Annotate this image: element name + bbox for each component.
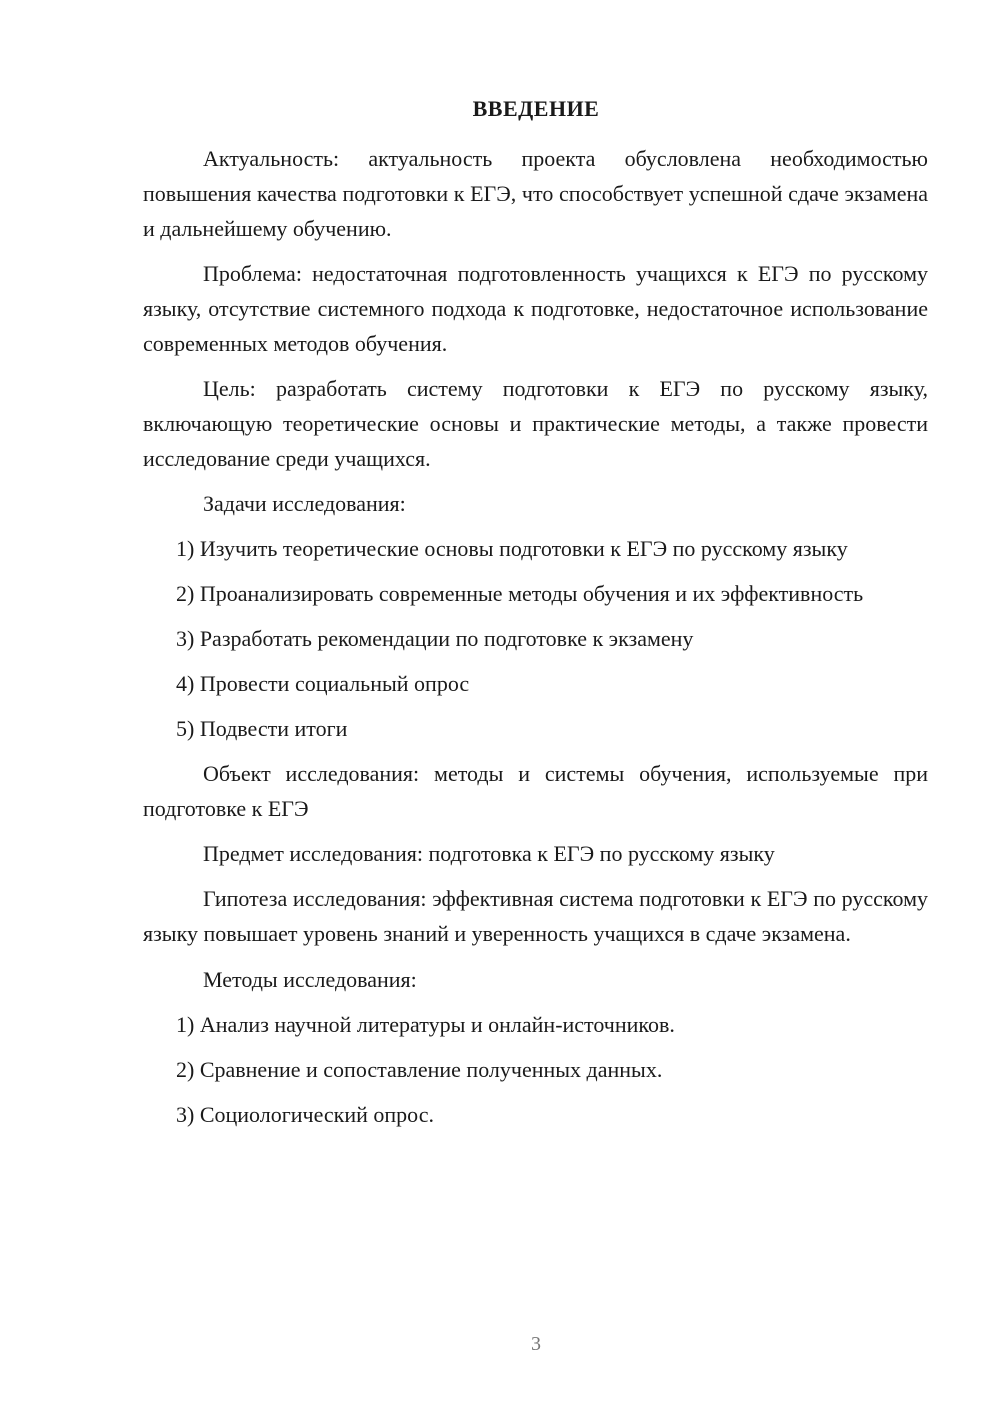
task-item: 2) Проанализировать современные методы обучения и их эффективность xyxy=(176,581,864,606)
object-paragraph: Объект исследования: методы и системы обучения, используемые при подготовке к ЕГЭ xyxy=(143,761,928,821)
tasks-heading: Задачи исследования: xyxy=(203,491,406,516)
problem-paragraph: Проблема: недостаточная подготовленность учащихся к ЕГЭ по русскому языку, отсутствие системного подхода к подготовке, недостаточное использование современных методов обучения. xyxy=(143,261,928,356)
method-item: 2) Сравнение и сопоставление полученных данных. xyxy=(176,1057,663,1082)
page-number: 3 xyxy=(531,1333,541,1355)
methods-list xyxy=(143,1007,928,1132)
page-title: ВВЕДЕНИЕ xyxy=(472,96,600,121)
method-item: 3) Социологический опрос. xyxy=(176,1102,434,1127)
document-body xyxy=(143,141,928,1142)
hypothesis-paragraph: Гипотеза исследования: эффективная система подготовки к ЕГЭ по русскому языку повышает уровень знаний и уверенность учащихся в сдаче экзамена. xyxy=(143,886,928,946)
task-item: 5) Подвести итоги xyxy=(176,716,348,741)
relevance-paragraph: Актуальность: актуальность проекта обусловлена необходимостью повышения качества подготовки к ЕГЭ, что способствует успешной сдаче экзамена и дальнейшему обучению. xyxy=(143,146,928,241)
task-item: 4) Провести социальный опрос xyxy=(176,671,470,696)
task-item: 3) Разработать рекомендации по подготовке к экзамену xyxy=(176,626,694,651)
method-item: 1) Анализ научной литературы и онлайн-источников. xyxy=(176,1012,675,1037)
tasks-list xyxy=(143,531,928,746)
subject-paragraph: Предмет исследования: подготовка к ЕГЭ по русскому языку xyxy=(203,841,775,866)
task-item: 1) Изучить теоретические основы подготовки к ЕГЭ по русскому языку xyxy=(176,536,848,561)
methods-heading: Методы исследования: xyxy=(203,967,417,992)
goal-paragraph: Цель: разработать систему подготовки к ЕГЭ по русскому языку, включающую теоретические основы и практические методы, а также провести исследование среди учащихся. xyxy=(143,376,928,471)
